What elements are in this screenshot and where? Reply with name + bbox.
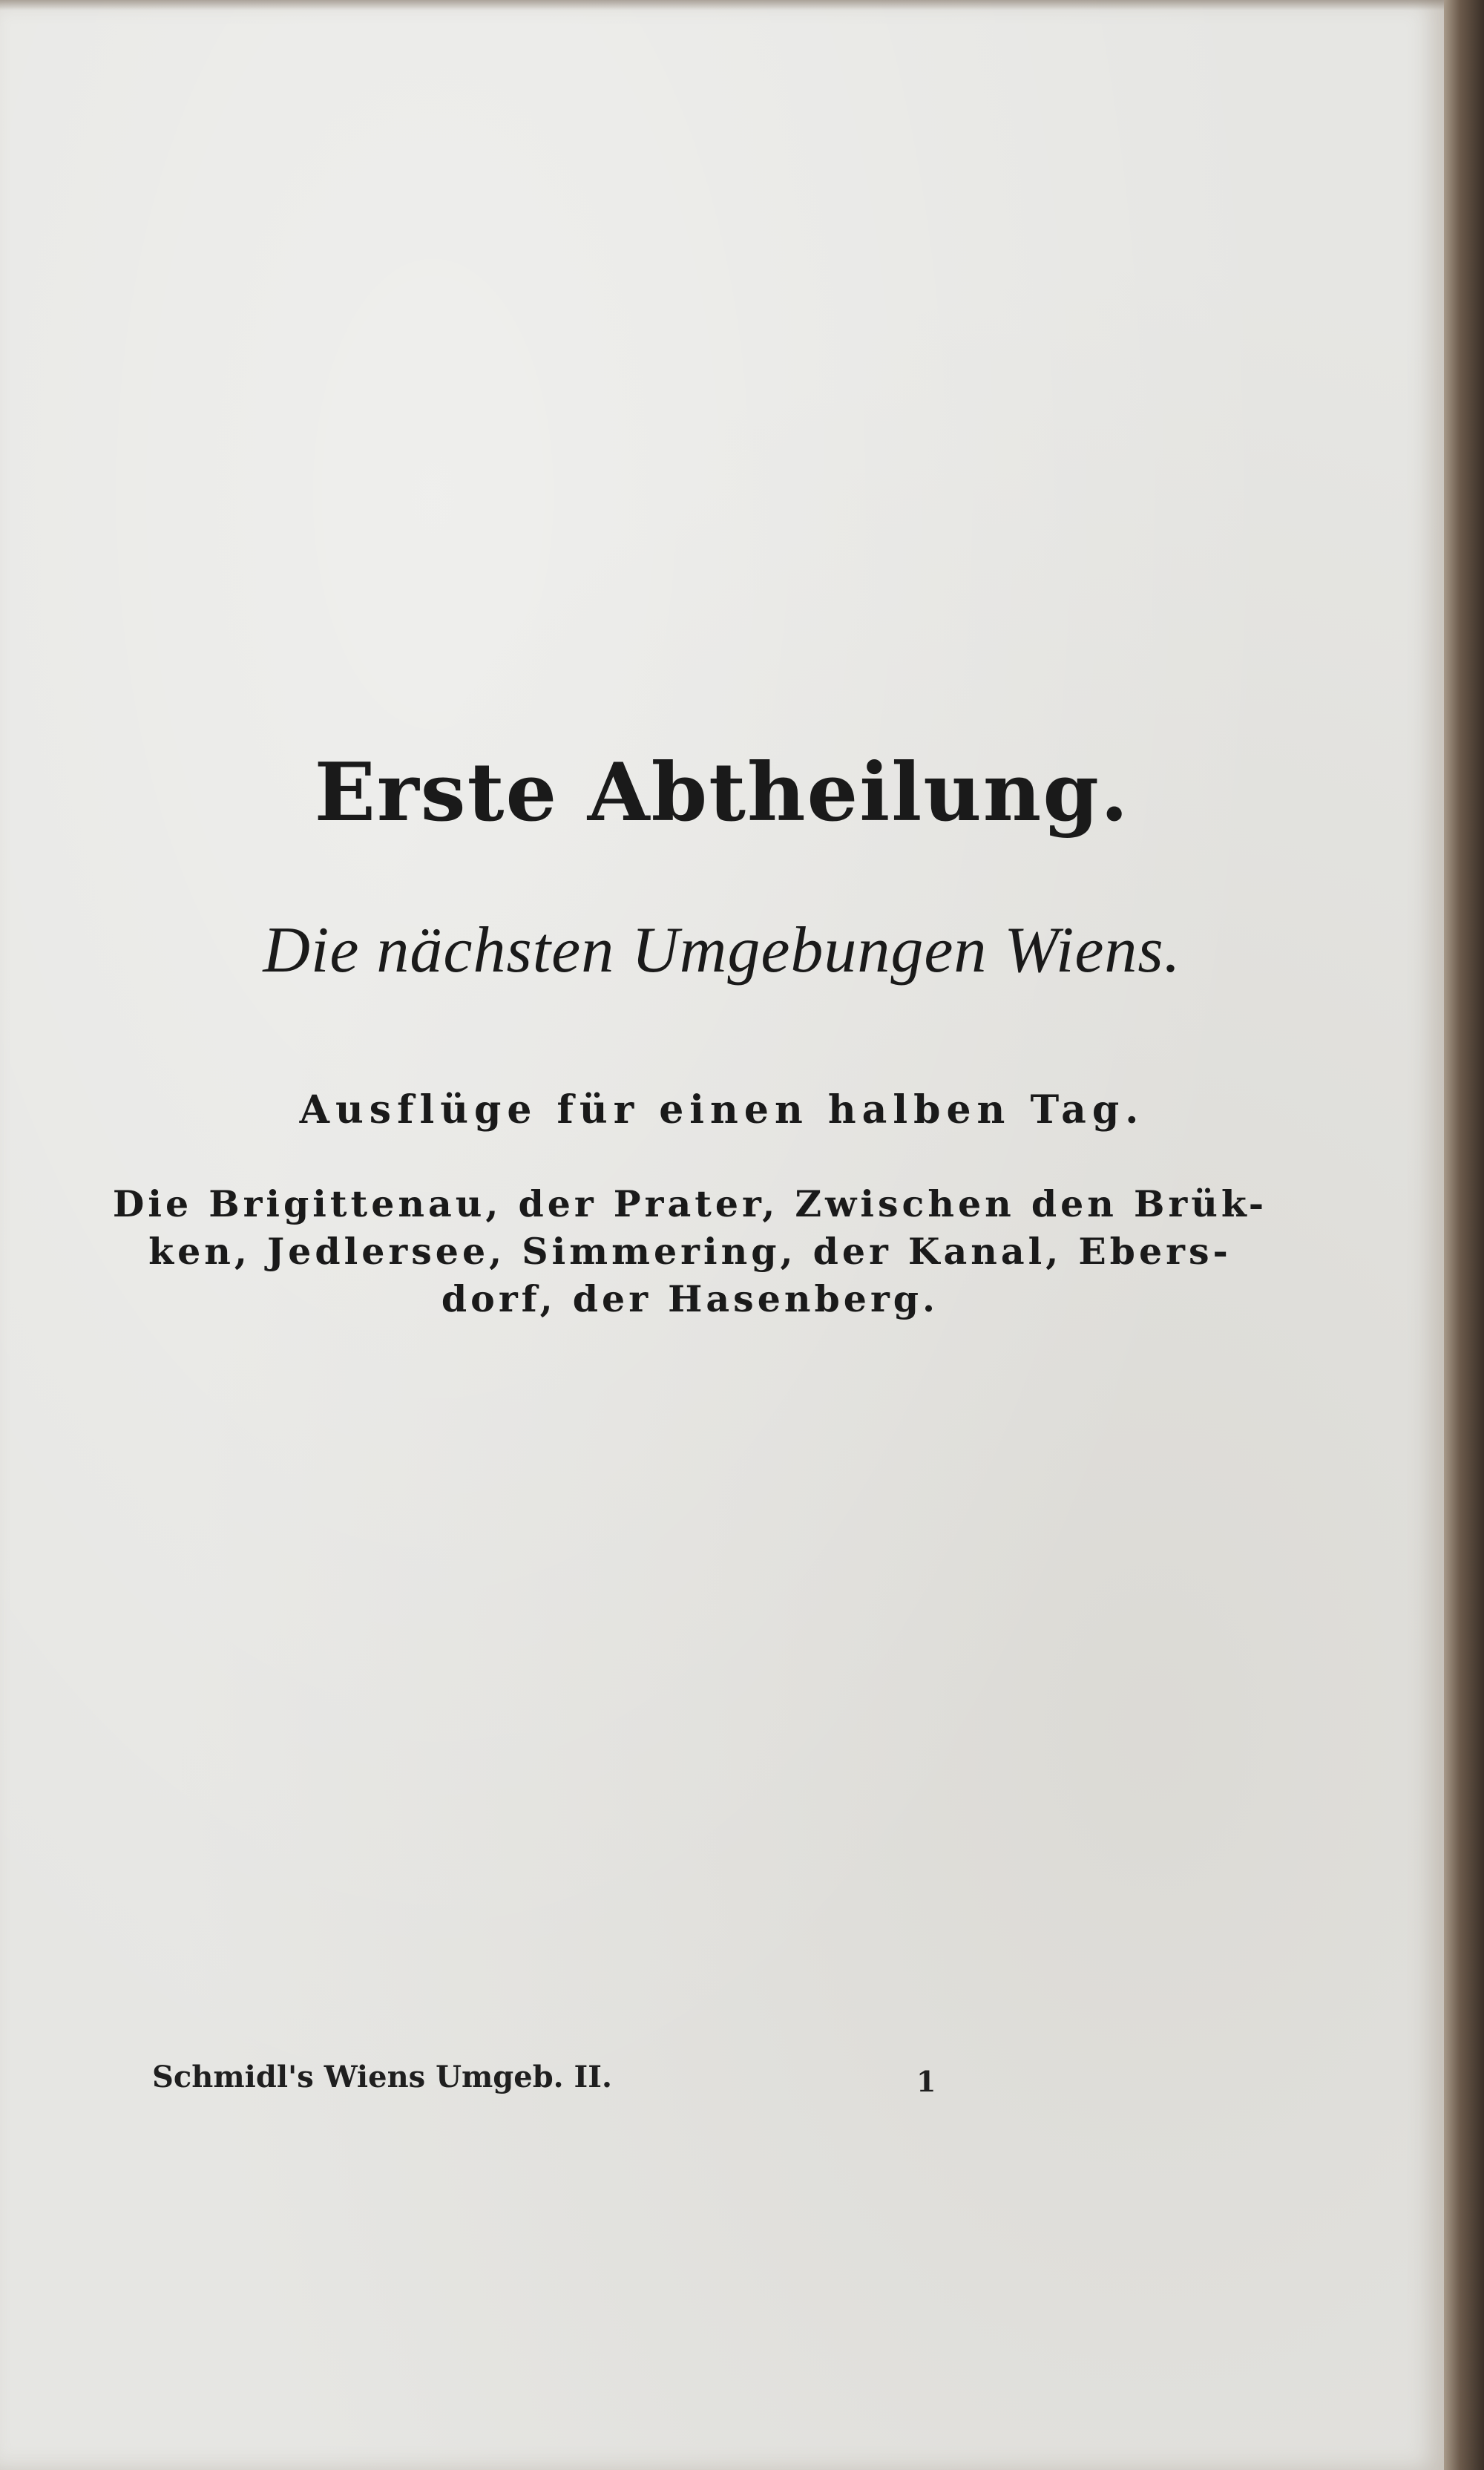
- section-subtitle: Die nächsten Umgebungen Wiens.: [263, 914, 1181, 986]
- places-line: ken, Jedlersee, Simmering, der Kanal, Ebers-: [148, 1230, 1232, 1273]
- excursion-heading: Ausflüge für einen halben Tag.: [299, 1087, 1145, 1133]
- page-top-edge: [0, 0, 1444, 10]
- section-title: Erste Abtheilung.: [314, 746, 1130, 839]
- signature-line: Schmidl's Wiens Umgeb. II.: [152, 2060, 612, 2094]
- places-line: dorf, der Hasenberg.: [441, 1277, 939, 1320]
- places-line: Die Brigittenau, der Prater, Zwischen den Brük-: [112, 1182, 1268, 1225]
- sheet-mark: 1: [916, 2065, 936, 2098]
- places-list: [111, 1180, 1269, 1323]
- book-spine-edge: [1444, 0, 1484, 2470]
